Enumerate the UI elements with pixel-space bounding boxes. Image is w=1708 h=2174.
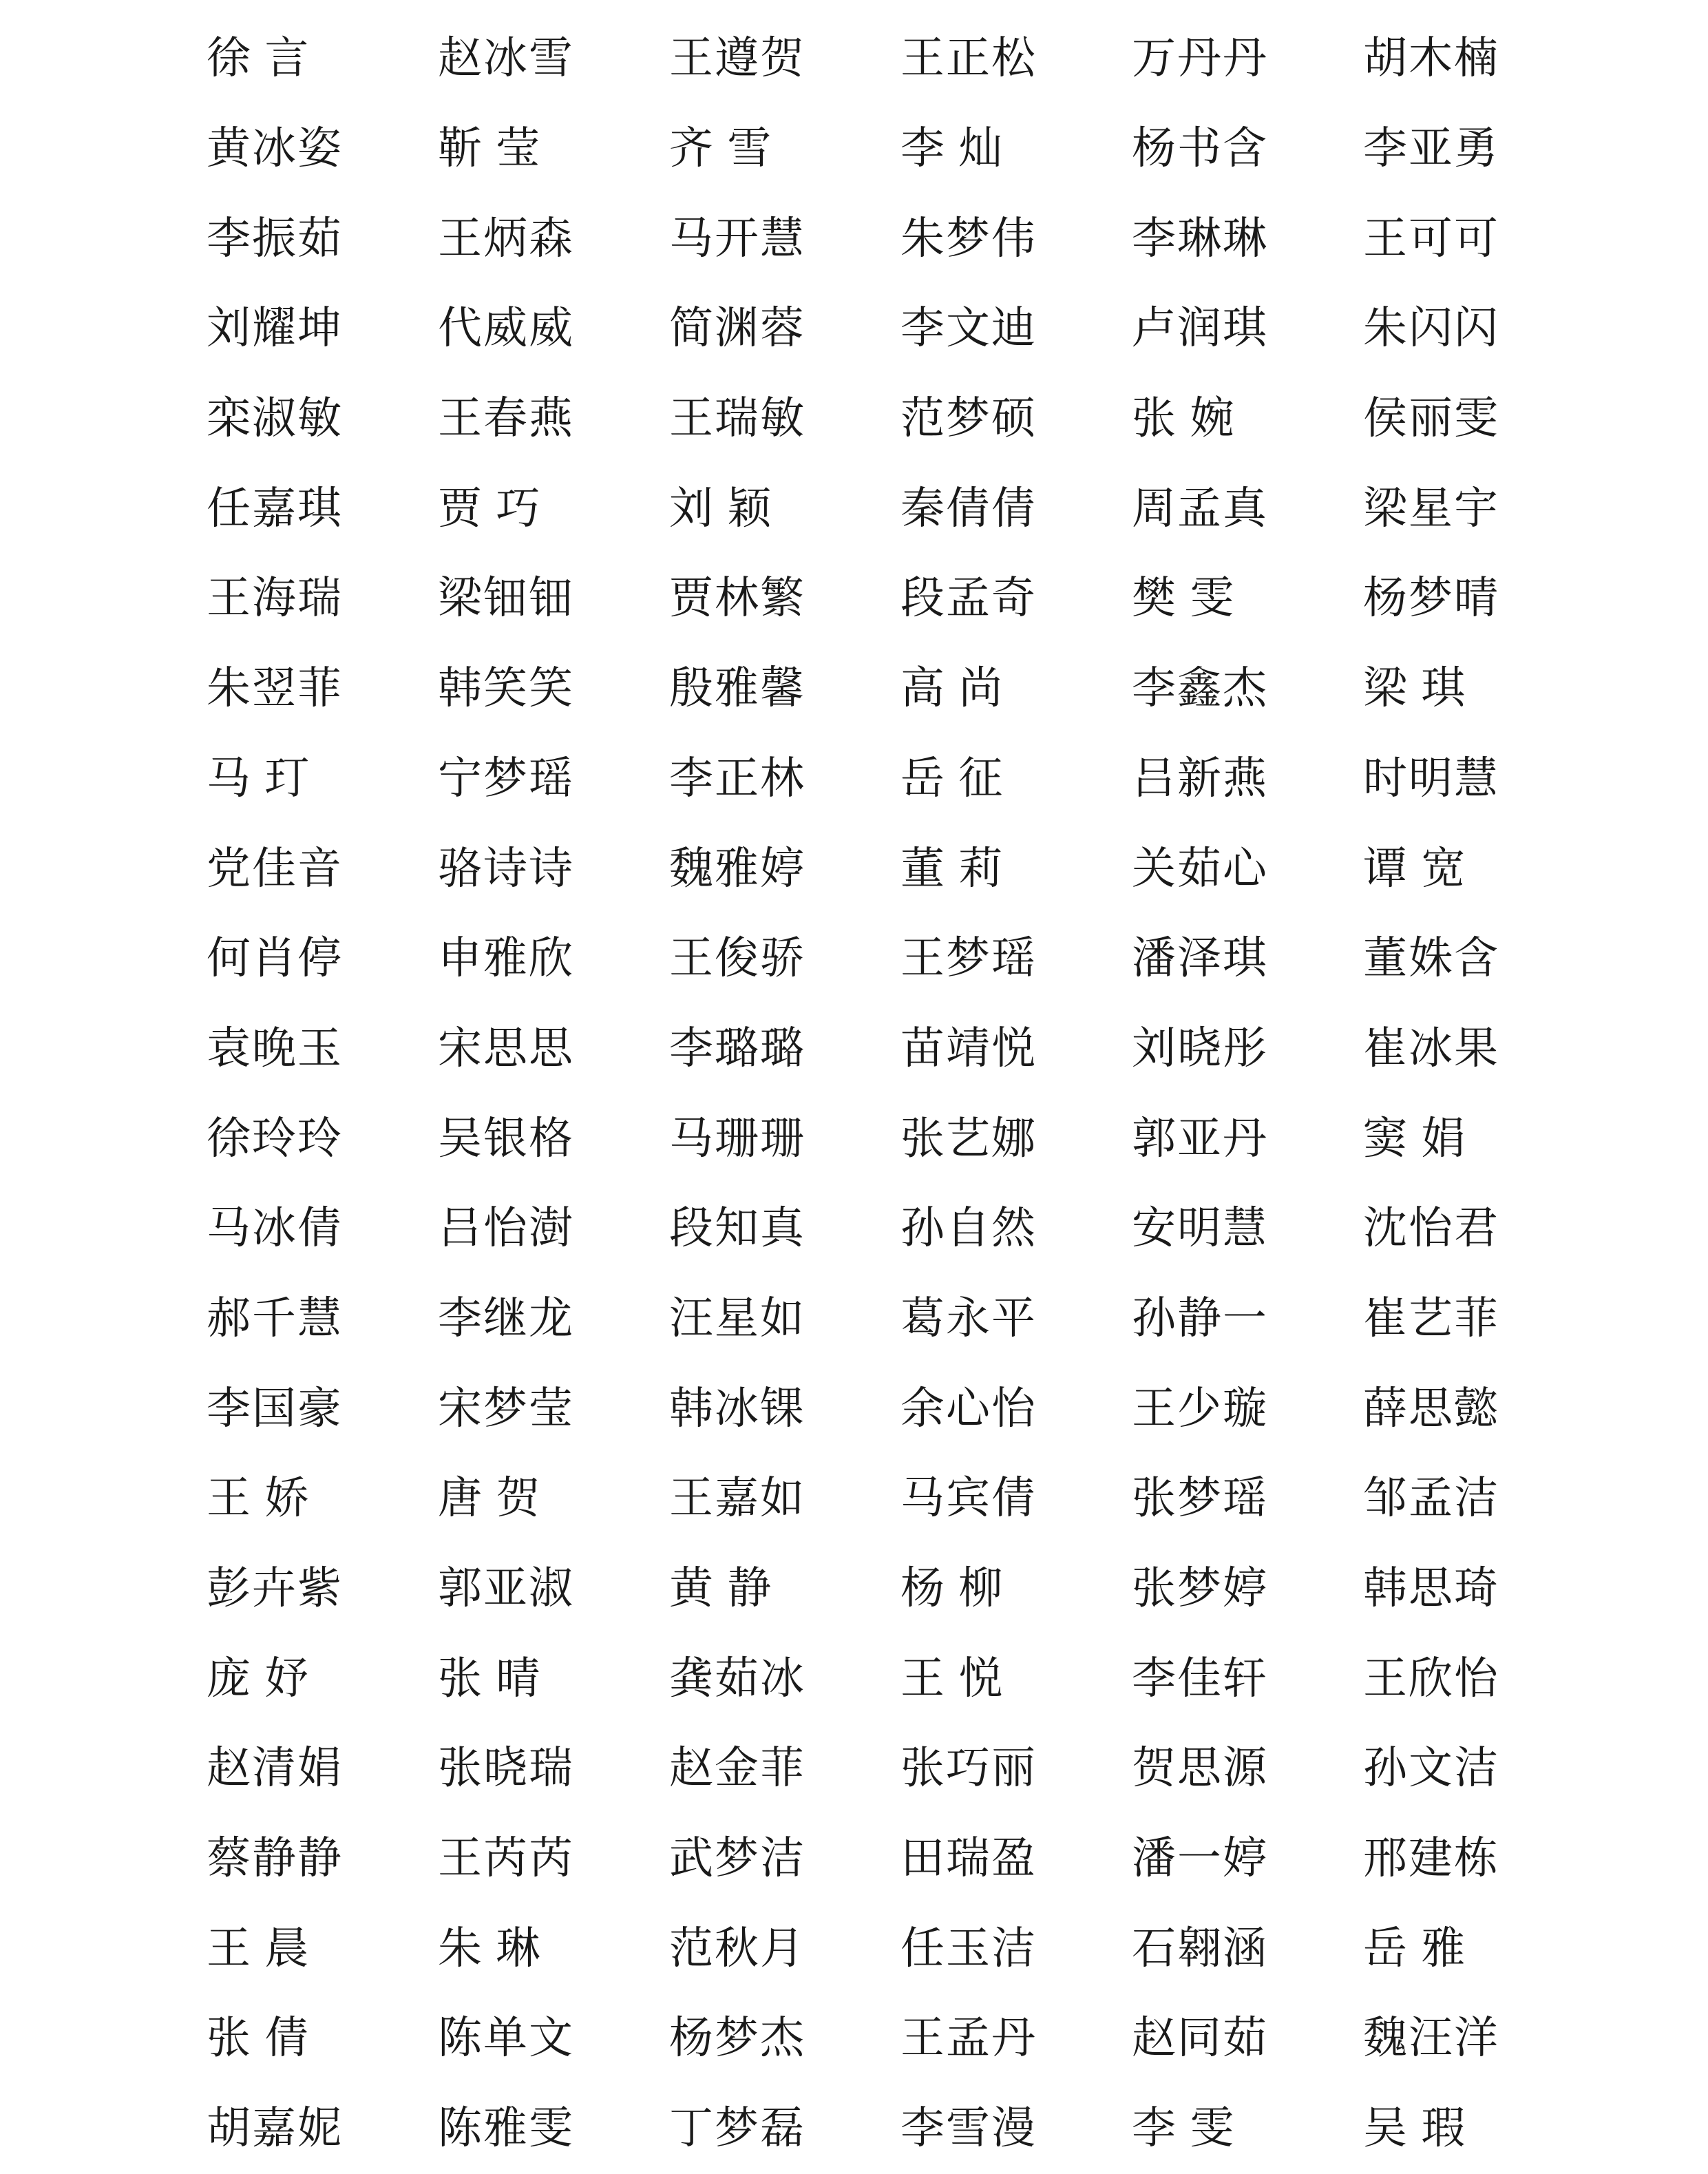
person-name: 骆诗诗 [438, 843, 574, 895]
person-name: 张 婉 [1132, 393, 1234, 445]
person-name: 孙文洁 [1363, 1743, 1499, 1795]
person-name: 王欣怡 [1363, 1653, 1499, 1704]
name-cell [669, 1454, 900, 1544]
person-name: 崔艺菲 [1363, 1293, 1499, 1344]
person-name: 唐 贺 [438, 1473, 540, 1525]
person-name: 杨 柳 [900, 1563, 1003, 1615]
name-cell [438, 1184, 669, 1274]
person-name: 丁梦磊 [669, 2103, 805, 2155]
person-name: 张 晴 [438, 1653, 540, 1704]
person-name: 关茹心 [1132, 843, 1268, 895]
person-name: 葛永平 [900, 1293, 1037, 1344]
person-name: 邢建栋 [1363, 1833, 1499, 1885]
name-cell [438, 914, 669, 1004]
person-name: 段知真 [669, 1203, 805, 1255]
person-name: 王可可 [1363, 213, 1499, 264]
name-cell [207, 374, 438, 464]
person-name: 简渊蓉 [669, 303, 805, 355]
name-cell [1363, 2084, 1594, 2174]
person-name: 崔冰果 [1363, 1023, 1499, 1074]
person-name: 王孟丹 [900, 2013, 1037, 2065]
person-name: 武梦洁 [669, 1833, 805, 1885]
person-name: 高 尚 [900, 663, 1003, 715]
name-cell [1363, 1544, 1594, 1634]
name-cell [669, 14, 900, 104]
name-cell [669, 554, 900, 644]
name-cell [438, 734, 669, 824]
person-name: 李雪漫 [900, 2103, 1037, 2155]
person-name: 马珊珊 [669, 1113, 805, 1164]
person-name: 李国豪 [207, 1383, 343, 1434]
name-cell [669, 374, 900, 464]
person-name: 宋思思 [438, 1023, 574, 1074]
person-name: 张晓瑞 [438, 1743, 574, 1795]
person-name: 杨梦晴 [1363, 573, 1499, 625]
name-cell [438, 104, 669, 194]
person-name: 王梦瑶 [900, 933, 1037, 985]
name-cell [207, 914, 438, 1004]
name-cell [900, 284, 1132, 374]
name-cell [669, 1184, 900, 1274]
name-cell [1363, 284, 1594, 374]
name-cell [207, 1814, 438, 1904]
name-cell [669, 914, 900, 1004]
person-name: 潘泽琪 [1132, 933, 1268, 985]
name-cell [207, 1454, 438, 1544]
name-cell [900, 194, 1132, 284]
person-name: 李继龙 [438, 1293, 574, 1344]
name-cell [207, 194, 438, 284]
name-cell [1363, 644, 1594, 734]
person-name: 朱 琳 [438, 1923, 540, 1974]
name-cell [900, 2084, 1132, 2174]
person-name: 胡木楠 [1363, 33, 1499, 85]
name-cell [669, 463, 900, 554]
name-cell [669, 1633, 900, 1724]
name-cell [900, 554, 1132, 644]
person-name: 汪星如 [669, 1293, 805, 1344]
name-cell [1363, 104, 1594, 194]
person-name: 王俊骄 [669, 933, 805, 985]
person-name: 任玉洁 [900, 1923, 1037, 1974]
name-cell [669, 1724, 900, 1814]
name-cell [438, 1814, 669, 1904]
name-cell [207, 1094, 438, 1184]
name-cell [207, 1994, 438, 2084]
name-cell [669, 284, 900, 374]
name-cell [1132, 1814, 1363, 1904]
person-name: 时明慧 [1363, 753, 1499, 804]
person-name: 李鑫杰 [1132, 663, 1268, 715]
name-cell [1363, 824, 1594, 914]
name-cell [1132, 1724, 1363, 1814]
name-cell [1363, 1454, 1594, 1544]
person-name: 赵金菲 [669, 1743, 805, 1795]
person-name: 余心怡 [900, 1383, 1037, 1434]
person-name: 齐 雪 [669, 123, 772, 175]
name-cell [900, 463, 1132, 554]
name-cell [900, 14, 1132, 104]
name-cell [207, 824, 438, 914]
person-name: 陈单文 [438, 2013, 574, 2065]
name-cell [1132, 194, 1363, 284]
person-name: 李亚勇 [1363, 123, 1499, 175]
person-name: 殷雅馨 [669, 663, 805, 715]
name-cell [1363, 734, 1594, 824]
name-cell [438, 2084, 669, 2174]
name-cell [900, 1274, 1132, 1364]
name-cell [669, 1274, 900, 1364]
person-name: 韩思琦 [1363, 1563, 1499, 1615]
name-cell [900, 1544, 1132, 1634]
person-name: 韩冰锞 [669, 1383, 805, 1434]
name-cell [669, 1994, 900, 2084]
person-name: 王遵贺 [669, 33, 805, 85]
name-cell [207, 1363, 438, 1454]
name-cell [1363, 374, 1594, 464]
person-name: 李璐璐 [669, 1023, 805, 1074]
name-cell [1132, 2084, 1363, 2174]
person-name: 王海瑞 [207, 573, 343, 625]
name-cell [438, 284, 669, 374]
name-cell [669, 2084, 900, 2174]
person-name: 赵冰雪 [438, 33, 574, 85]
name-cell [900, 374, 1132, 464]
person-name: 王 晨 [207, 1923, 309, 1974]
person-name: 范秋月 [669, 1923, 805, 1974]
name-cell [438, 1274, 669, 1364]
person-name: 张巧丽 [900, 1743, 1037, 1795]
person-name: 龚茹冰 [669, 1653, 805, 1704]
person-name: 邹孟洁 [1363, 1473, 1499, 1525]
name-cell [207, 1184, 438, 1274]
name-cell [1363, 1094, 1594, 1184]
person-name: 徐 言 [207, 33, 309, 85]
person-name: 梁星宇 [1363, 483, 1499, 534]
name-cell [1363, 1274, 1594, 1364]
name-cell [207, 644, 438, 734]
name-cell [1363, 1903, 1594, 1994]
person-name: 岳 雅 [1363, 1923, 1466, 1974]
name-cell [438, 1004, 669, 1094]
name-cell [1363, 1184, 1594, 1274]
name-cell [1132, 374, 1363, 464]
person-name: 魏汪洋 [1363, 2013, 1499, 2065]
name-cell [1132, 554, 1363, 644]
person-name: 刘晓彤 [1132, 1023, 1268, 1074]
person-name: 范梦硕 [900, 393, 1037, 445]
name-cell [669, 194, 900, 284]
name-cell [1132, 1184, 1363, 1274]
person-name: 何肖停 [207, 933, 343, 985]
person-name: 李正林 [669, 753, 805, 804]
name-cell [438, 1094, 669, 1184]
person-name: 宋梦莹 [438, 1383, 574, 1434]
name-cell [900, 1633, 1132, 1724]
name-cell [438, 374, 669, 464]
name-cell [669, 1094, 900, 1184]
person-name: 王芮芮 [438, 1833, 574, 1885]
name-cell [900, 734, 1132, 824]
name-cell [207, 14, 438, 104]
name-cell [669, 644, 900, 734]
name-cell [669, 1363, 900, 1454]
name-cell [1363, 1814, 1594, 1904]
name-cell [438, 1994, 669, 2084]
name-cell [1363, 1633, 1594, 1724]
name-cell [1132, 1994, 1363, 2084]
name-cell [1132, 734, 1363, 824]
name-cell [438, 554, 669, 644]
name-cell [1363, 554, 1594, 644]
name-cell [438, 644, 669, 734]
person-name: 党佳音 [207, 843, 343, 895]
name-cell [900, 1004, 1132, 1094]
name-cell [1132, 914, 1363, 1004]
name-cell [1132, 1363, 1363, 1454]
person-name: 张 倩 [207, 2013, 309, 2065]
person-name: 吕怡澍 [438, 1203, 574, 1255]
person-name: 郭亚丹 [1132, 1113, 1268, 1164]
person-name: 段孟奇 [900, 573, 1037, 625]
name-cell [207, 1004, 438, 1094]
name-cell [438, 14, 669, 104]
person-name: 梁 琪 [1363, 663, 1466, 715]
person-name: 刘耀坤 [207, 303, 343, 355]
name-cell [1132, 463, 1363, 554]
person-name: 窦 娟 [1363, 1113, 1466, 1164]
person-name: 郭亚淑 [438, 1563, 574, 1615]
person-name: 孙自然 [900, 1203, 1037, 1255]
person-name: 王正松 [900, 33, 1037, 85]
person-name: 王炳森 [438, 213, 574, 264]
person-name: 黄 静 [669, 1563, 772, 1615]
name-cell [438, 194, 669, 284]
person-name: 周孟真 [1132, 483, 1268, 534]
person-name: 梁钿钿 [438, 573, 574, 625]
name-cell [669, 1004, 900, 1094]
person-name: 潘一婷 [1132, 1833, 1268, 1885]
person-name: 朱梦伟 [900, 213, 1037, 264]
person-name: 石翱涵 [1132, 1923, 1268, 1974]
name-cell [900, 1903, 1132, 1994]
name-cell [669, 104, 900, 194]
name-cell [1363, 463, 1594, 554]
person-name: 胡嘉妮 [207, 2103, 343, 2155]
name-cell [1132, 644, 1363, 734]
name-cell [207, 1903, 438, 1994]
person-name: 魏雅婷 [669, 843, 805, 895]
name-cell [1132, 1094, 1363, 1184]
person-name: 马 玎 [207, 753, 309, 804]
person-name: 贺思源 [1132, 1743, 1268, 1795]
name-cell [207, 2084, 438, 2174]
name-cell [669, 1903, 900, 1994]
person-name: 蔡静静 [207, 1833, 343, 1885]
person-name: 李琳琳 [1132, 213, 1268, 264]
person-name: 秦倩倩 [900, 483, 1037, 534]
name-cell [207, 104, 438, 194]
name-cell [900, 1724, 1132, 1814]
person-name: 赵同茹 [1132, 2013, 1268, 2065]
name-cell [1132, 1544, 1363, 1634]
person-name: 马宾倩 [900, 1473, 1037, 1525]
name-cell [438, 1903, 669, 1994]
person-name: 代威威 [438, 303, 574, 355]
name-cell [900, 1094, 1132, 1184]
person-name: 李佳轩 [1132, 1653, 1268, 1704]
name-cell [207, 1274, 438, 1364]
person-name: 李振茹 [207, 213, 343, 264]
person-name: 朱翌菲 [207, 663, 343, 715]
name-cell [1363, 194, 1594, 284]
name-cell [1132, 1004, 1363, 1094]
person-name: 栾淑敏 [207, 393, 343, 445]
person-name: 吕新燕 [1132, 753, 1268, 804]
name-cell [1363, 14, 1594, 104]
name-cell [900, 1994, 1132, 2084]
name-cell [1363, 1004, 1594, 1094]
person-name: 李 雯 [1132, 2103, 1234, 2155]
name-cell [1132, 1633, 1363, 1724]
person-name: 王 悦 [900, 1653, 1003, 1704]
person-name: 贾林繁 [669, 573, 805, 625]
person-name: 杨书含 [1132, 123, 1268, 175]
person-name: 董 莉 [900, 843, 1003, 895]
person-name: 吴银格 [438, 1113, 574, 1164]
person-name: 孙静一 [1132, 1293, 1268, 1344]
name-cell [1363, 914, 1594, 1004]
person-name: 苗靖悦 [900, 1023, 1037, 1074]
person-name: 王瑞敏 [669, 393, 805, 445]
name-cell [900, 1814, 1132, 1904]
person-name: 张梦瑶 [1132, 1473, 1268, 1525]
person-name: 彭卉紫 [207, 1563, 343, 1615]
name-cell [900, 1454, 1132, 1544]
name-cell [1363, 1724, 1594, 1814]
name-cell [438, 463, 669, 554]
name-cell [207, 1544, 438, 1634]
name-cell [438, 824, 669, 914]
name-cell [438, 1363, 669, 1454]
name-cell [669, 1544, 900, 1634]
person-name: 黄冰姿 [207, 123, 343, 175]
name-cell [1132, 824, 1363, 914]
name-cell [438, 1633, 669, 1724]
person-name: 李文迪 [900, 303, 1037, 355]
person-name: 徐玲玲 [207, 1113, 343, 1164]
person-name: 李 灿 [900, 123, 1003, 175]
person-name: 申雅欣 [438, 933, 574, 985]
name-cell [669, 824, 900, 914]
name-cell [1132, 1454, 1363, 1544]
person-name: 岳 征 [900, 753, 1003, 804]
name-cell [207, 734, 438, 824]
person-name: 韩笑笑 [438, 663, 574, 715]
name-cell [207, 284, 438, 374]
person-name: 樊 雯 [1132, 573, 1234, 625]
person-name: 任嘉琪 [207, 483, 343, 534]
person-name: 王春燕 [438, 393, 574, 445]
person-name: 陈雅雯 [438, 2103, 574, 2155]
person-name: 田瑞盈 [900, 1833, 1037, 1885]
name-cell [900, 104, 1132, 194]
person-name: 杨梦杰 [669, 2013, 805, 2065]
person-name: 马冰倩 [207, 1203, 343, 1255]
person-name: 郝千慧 [207, 1293, 343, 1344]
name-cell [207, 1633, 438, 1724]
person-name: 张梦婷 [1132, 1563, 1268, 1615]
person-name: 侯丽雯 [1363, 393, 1499, 445]
name-cell [438, 1724, 669, 1814]
name-cell [207, 463, 438, 554]
name-cell [438, 1454, 669, 1544]
name-cell [207, 1724, 438, 1814]
person-name: 袁晚玉 [207, 1023, 343, 1074]
person-name: 安明慧 [1132, 1203, 1268, 1255]
name-cell [900, 824, 1132, 914]
person-name: 王 娇 [207, 1473, 309, 1525]
name-cell [669, 1814, 900, 1904]
name-cell [1132, 1903, 1363, 1994]
name-cell [207, 554, 438, 644]
person-name: 张艺娜 [900, 1113, 1037, 1164]
person-name: 董姝含 [1363, 933, 1499, 985]
name-cell [1132, 104, 1363, 194]
person-name: 赵清娟 [207, 1743, 343, 1795]
name-cell [669, 734, 900, 824]
person-name: 刘 颖 [669, 483, 772, 534]
person-name: 王嘉如 [669, 1473, 805, 1525]
name-cell [1132, 284, 1363, 374]
name-cell [1363, 1994, 1594, 2084]
name-cell [900, 1184, 1132, 1274]
person-name: 靳 莹 [438, 123, 540, 175]
person-name: 马开慧 [669, 213, 805, 264]
person-name: 庞 妤 [207, 1653, 309, 1704]
person-name: 宁梦瑶 [438, 753, 574, 804]
person-name: 吴 瑕 [1363, 2103, 1466, 2155]
name-cell [438, 1544, 669, 1634]
name-cell [900, 1363, 1132, 1454]
person-name: 沈怡君 [1363, 1203, 1499, 1255]
person-name: 卢润琪 [1132, 303, 1268, 355]
name-cell [1363, 1363, 1594, 1454]
person-name: 朱闪闪 [1363, 303, 1499, 355]
name-cell [1132, 14, 1363, 104]
person-name: 王少璇 [1132, 1383, 1268, 1434]
name-cell [900, 644, 1132, 734]
person-name: 万丹丹 [1132, 33, 1268, 85]
person-name: 谭 宽 [1363, 843, 1466, 895]
name-list [207, 14, 1501, 2174]
name-cell [1132, 1274, 1363, 1364]
person-name: 贾 巧 [438, 483, 540, 534]
name-cell [900, 914, 1132, 1004]
person-name: 薛思懿 [1363, 1383, 1499, 1434]
